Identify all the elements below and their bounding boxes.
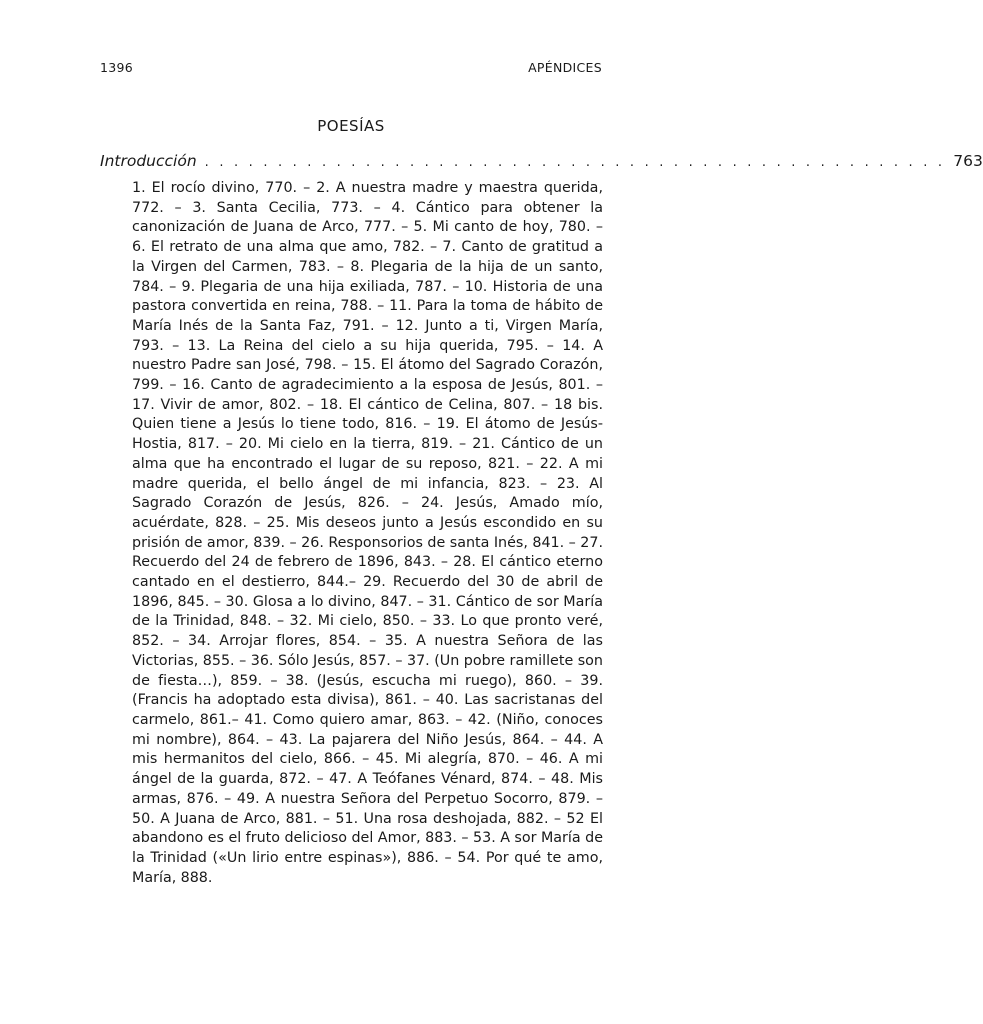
toc-entry-page: 763 bbox=[953, 152, 983, 170]
toc-leader-dots: . . . . . . . . . . . . . . . . . . . . . . . . . . . . . . . . . . . . . . . . . . . . . . . . . . . bbox=[204, 155, 946, 170]
section-title: POESÍAS bbox=[317, 117, 385, 135]
running-head bbox=[100, 60, 602, 75]
toc-poem-list: 1. El rocío divino, 770. – 2. A nuestra madre y maestra querida, 772. – 3. Santa Cecilia, 773. – 4. Cántico para obtener la canonización de Juana de Arco, 777. – 5. Mi canto de hoy, 780. – 6. El retrato de una alma que amo, 782. – 7. Canto de gratitud a la Virgen del Carmen, 783. – 8. Plegaria de la hija de un santo, 784. – 9. Plegaria de una hija exiliada, 787. – 10. Historia de una pastora convertida en reina, 788. – 11. Para la toma de hábito de María Inés de la Santa Faz, 791. – 12. Junto a ti, Virgen María, 793. – 13. La Reina del cielo a su hija querida, 795. – 14. A nuestro Padre san José, 798. – 15. El átomo del Sagrado Corazón, 799. – 16. Canto de agradecimiento a la esposa de Jesús, 801. – 17. Vivir de amor, 802. – 18. El cántico de Celina, 807. – 18 bis. Quien tiene a Jesús lo tiene todo, 816. – 19. El átomo de Jesús-Hostia, 817. – 20. Mi cielo en la tierra, 819. – 21. Cántico de un alma que ha encontrado el lugar de su reposo, 821. – 22. A mi madre querida, el bello ángel de mi infancia, 823. – 23. Al Sagrado Corazón de Jesús, 826. – 24. Jesús, Amado mío, acuérdate, 828. – 25. Mis deseos junto a Jesús escondido en su prisión de amor, 839. – 26. Responsorios de santa Inés, 841. – 27. Recuerdo del 24 de febrero de 1896, 843. – 28. El cántico eterno cantado en el destierro, 844.– 29. Recuerdo del 30 de abril de 1896, 845. – 30. Glosa a lo divino, 847. – 31. Cántico de sor María de la Trinidad, 848. – 32. Mi cielo, 850. – 33. Lo que pronto veré, 852. – 34. Arrojar flores, 854. – 35. A nuestra Señora de las Victorias, 855. – 36. Sólo Jesús, 857. – 37. (Un pobre ramillete son de fiesta…), 859. – 38. (Jesús, escucha mi ruego), 860. – 39. (Francis ha adoptado esta divisa), 861. – 40. Las sacristanas del carmelo, 861.– 41. Como quiero amar, 863. – 42. (Niño, conoces mi nombre), 864. – 43. La pajarera del Niño Jesús, 864. – 44. A mis hermanitos del cielo, 866. – 45. Mi alegría, 870. – 46. A mi ángel de la guarda, 872. – 47. A Teófanes Vénard, 874. – 48. Mis armas, 876. – 49. A nuestra Señora del Perpetuo Socorro, 879. – 50. A Juana de Arco, 881. – 51. Una rosa deshojada, 882. – 52 El abandono es el fruto delicioso del Amor, 883. – 53. A sor María de la Trinidad («Un lirio entre espinas»), 886. – 54. Por qué te amo, María, 888. bbox=[132, 180, 603, 886]
running-title: APÉNDICES bbox=[528, 60, 602, 75]
page-number: 1396 bbox=[100, 60, 134, 75]
toc-entry-label: Introducción bbox=[100, 152, 197, 170]
toc-entry-introduccion bbox=[100, 152, 983, 170]
